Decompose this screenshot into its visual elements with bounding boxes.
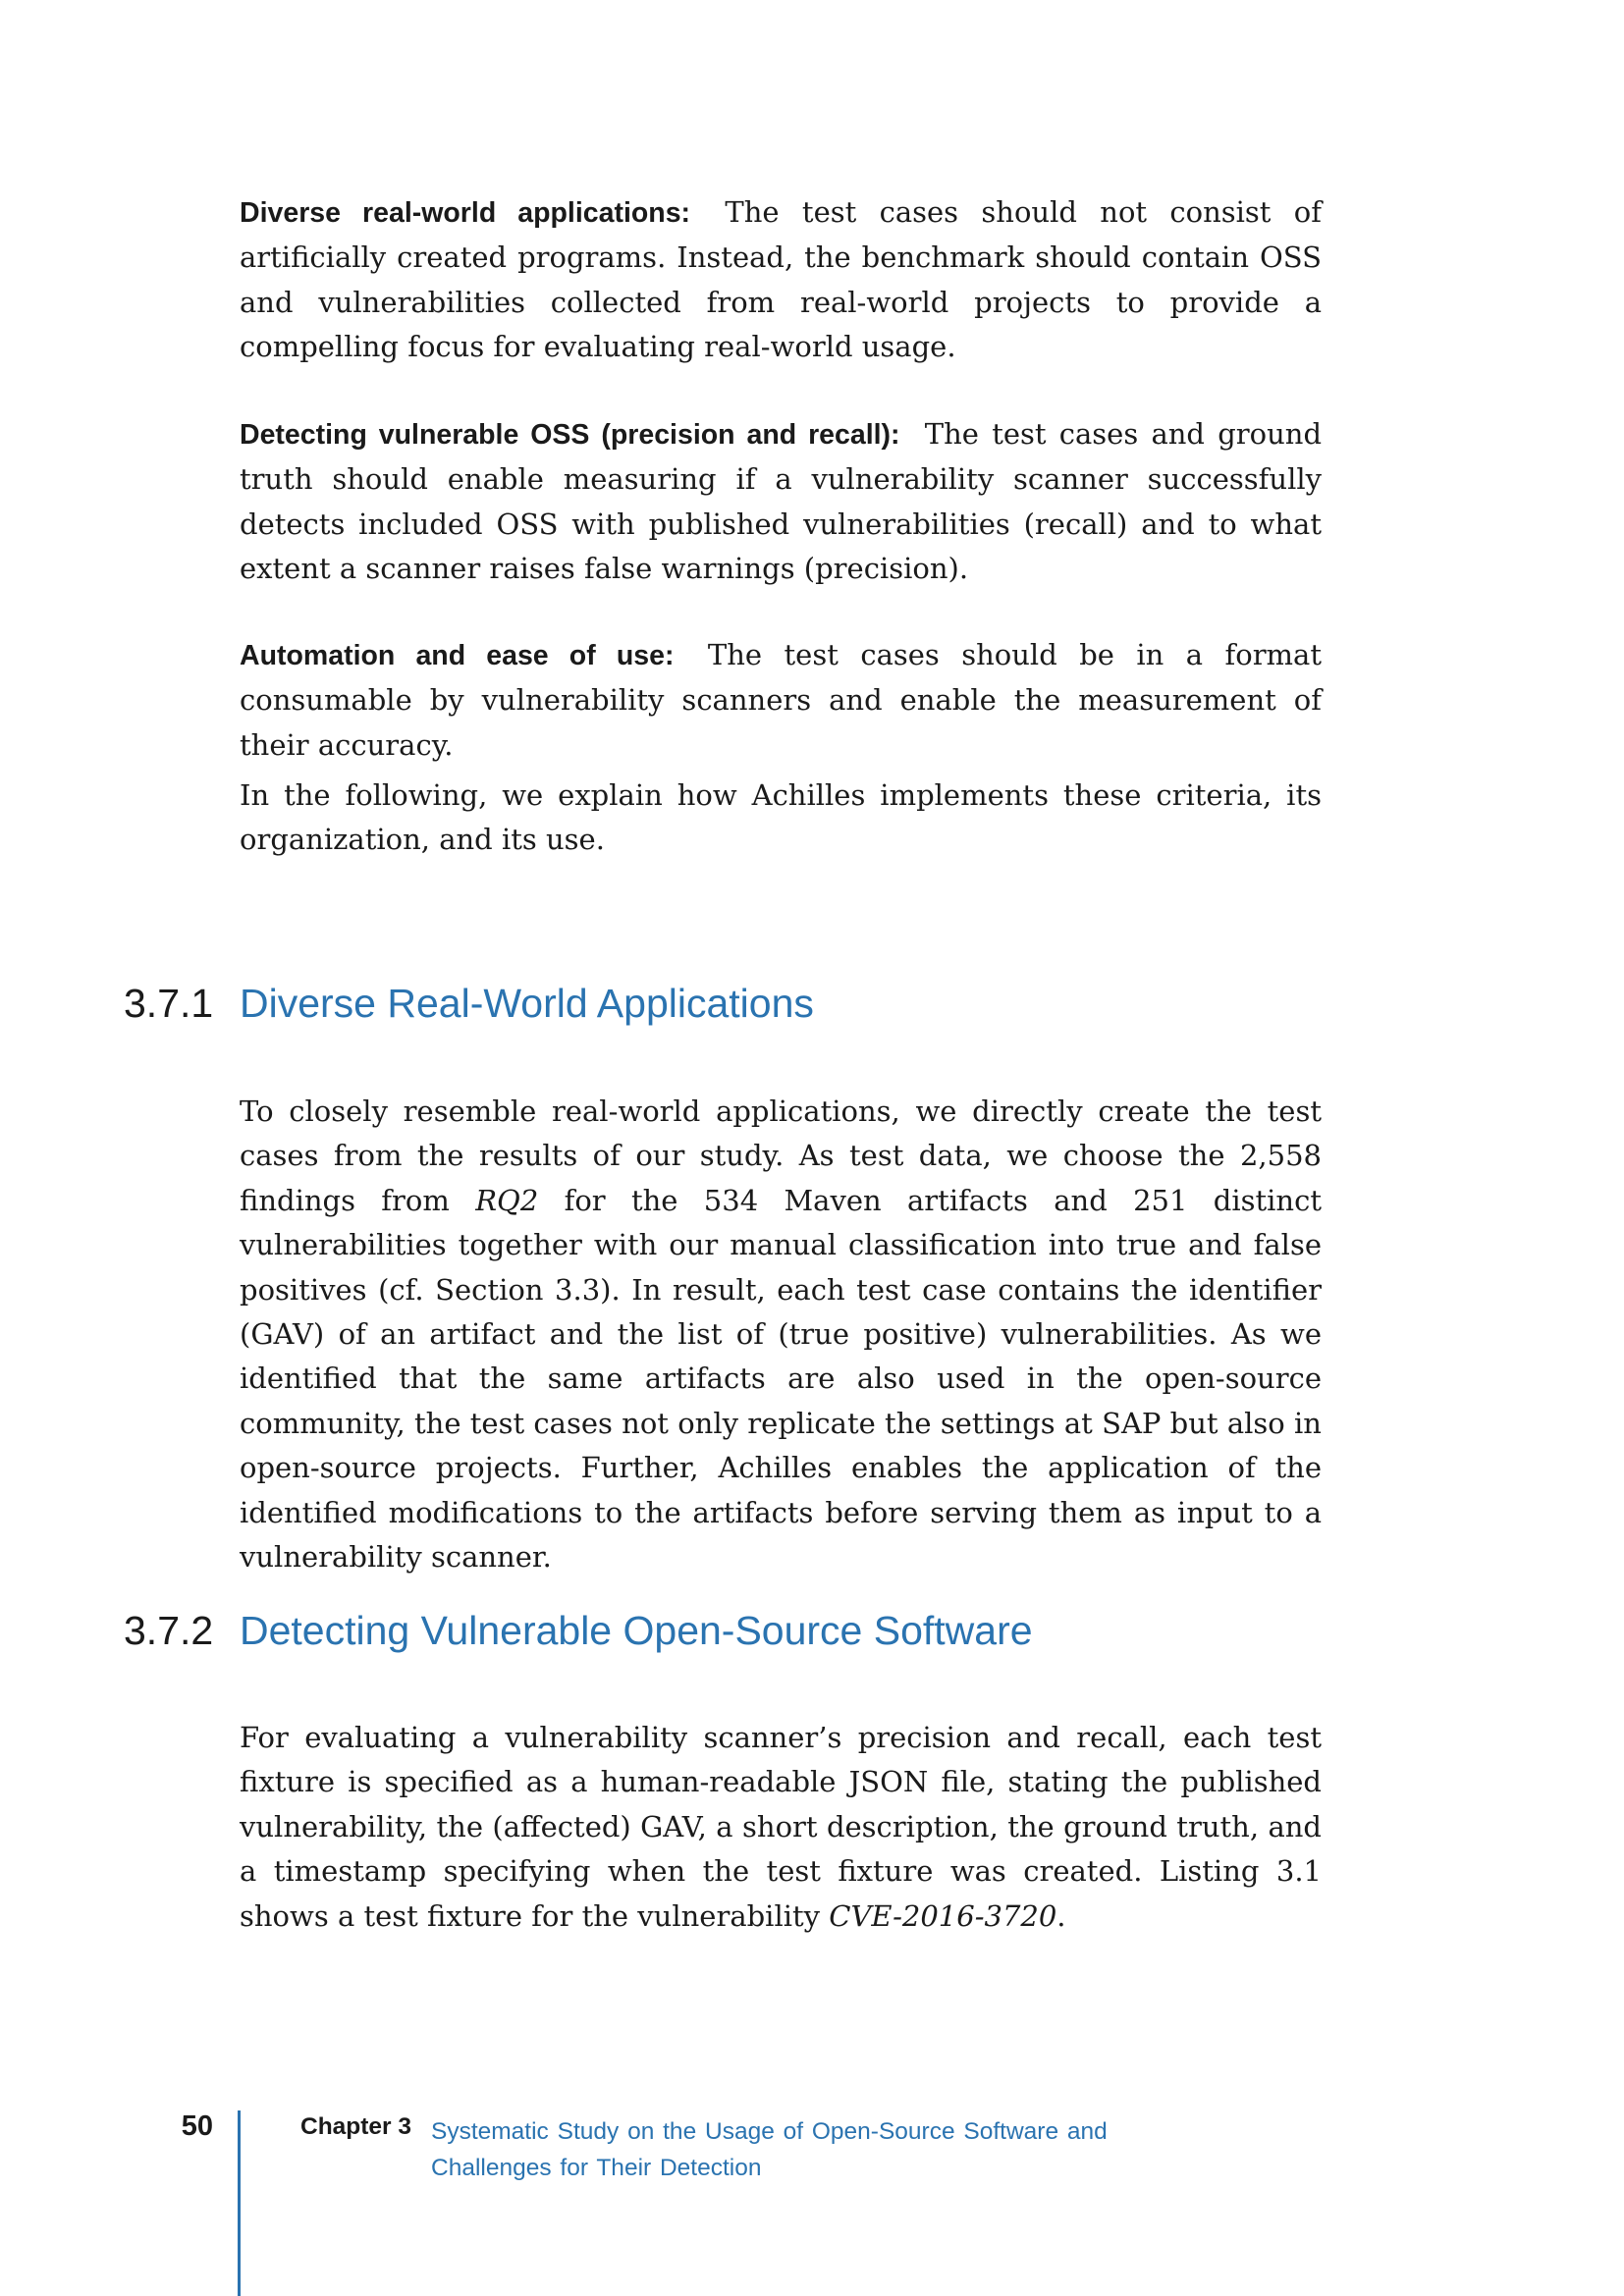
section-heading-3-7-1 [124,974,814,1033]
criterion-term: Diverse real-world applications: [240,197,691,229]
footer-chapter-title: Systematic Study on the Usage of Open-Source Software and Challenges for Their Detection [431,2118,1108,2181]
criterion-term: Automation and ease of use: [240,640,675,671]
section-title: Detecting Vulnerable Open-Source Software [240,1608,1033,1653]
criterion-detecting [240,412,1322,592]
criterion-term: Detecting vulnerable OSS (precision and recall): [240,419,900,451]
section-title: Diverse Real-World Applications [240,981,814,1026]
rq2-reference: RQ2 [475,1183,539,1217]
intro-paragraph: In the following, we explain how Achilles implements these criteria, its organization, and its use. [240,778,1322,857]
criterion-text: The test cases and ground truth should enable measuring if a vulnerability scanner successfully detects included OSS with published vulnerabilities (recall) and to what extent a scanner raises false warnings (precision). [240,417,1323,586]
criterion-text: The test cases should be in a format consumable by vulnerability scanners and enable the measurement of their accuracy. [240,638,1322,762]
section-number: 3.7.2 [124,1608,214,1653]
criterion-automation [240,633,1322,768]
page-number: 50 [181,2110,213,2142]
criterion-text: The test cases should not consist of artificially created programs. Instead, the benchmark should contain OSS and vulnerabilities collected from real-world projects to provide a compelling focus for evaluating real-world usage. [240,195,1322,364]
section-heading-3-7-2 [124,1601,1033,1660]
criterion-diverse [240,190,1322,370]
section-paragraph-3-7-1: To closely resemble real-world applications, we directly create the test cases from the results of our study. As test data, we choose the 2,558 findings from RQ2 for the 534 Maven artifacts and 251 distinct vulnerabilities together with our manual classification into true and false positives (cf. Section 3.3). In result, each test case contains the identifier (GAV) of an artifact and the list of (true positive) vulnerabilities. As we identified that the same artifacts are also used in the open-source community, the test cases not only replicate the settings at SAP but also in open-source projects. Further, Achilles enables the application of the identified modifications to the artifacts before serving them as input to a vulnerability scanner. [240,1095,1322,1575]
section-number: 3.7.1 [124,981,214,1026]
section-paragraph-3-7-2: For evaluating a vulnerability scanner’s precision and recall, each test fixture is specified as a human-readable JSON file, stating the published vulnerability, the (affected) GAV, a short description, the ground truth, and a timestamp specifying when the test fixture was created. Listing 3.1 shows a test fixture for the vulnerability CVE-2016-3720. [240,1721,1322,1933]
footer-chapter-label: Chapter 3 [300,2113,412,2140]
cve-reference: CVE-2016-3720 [829,1898,1057,1933]
footer-divider [238,2110,241,2296]
